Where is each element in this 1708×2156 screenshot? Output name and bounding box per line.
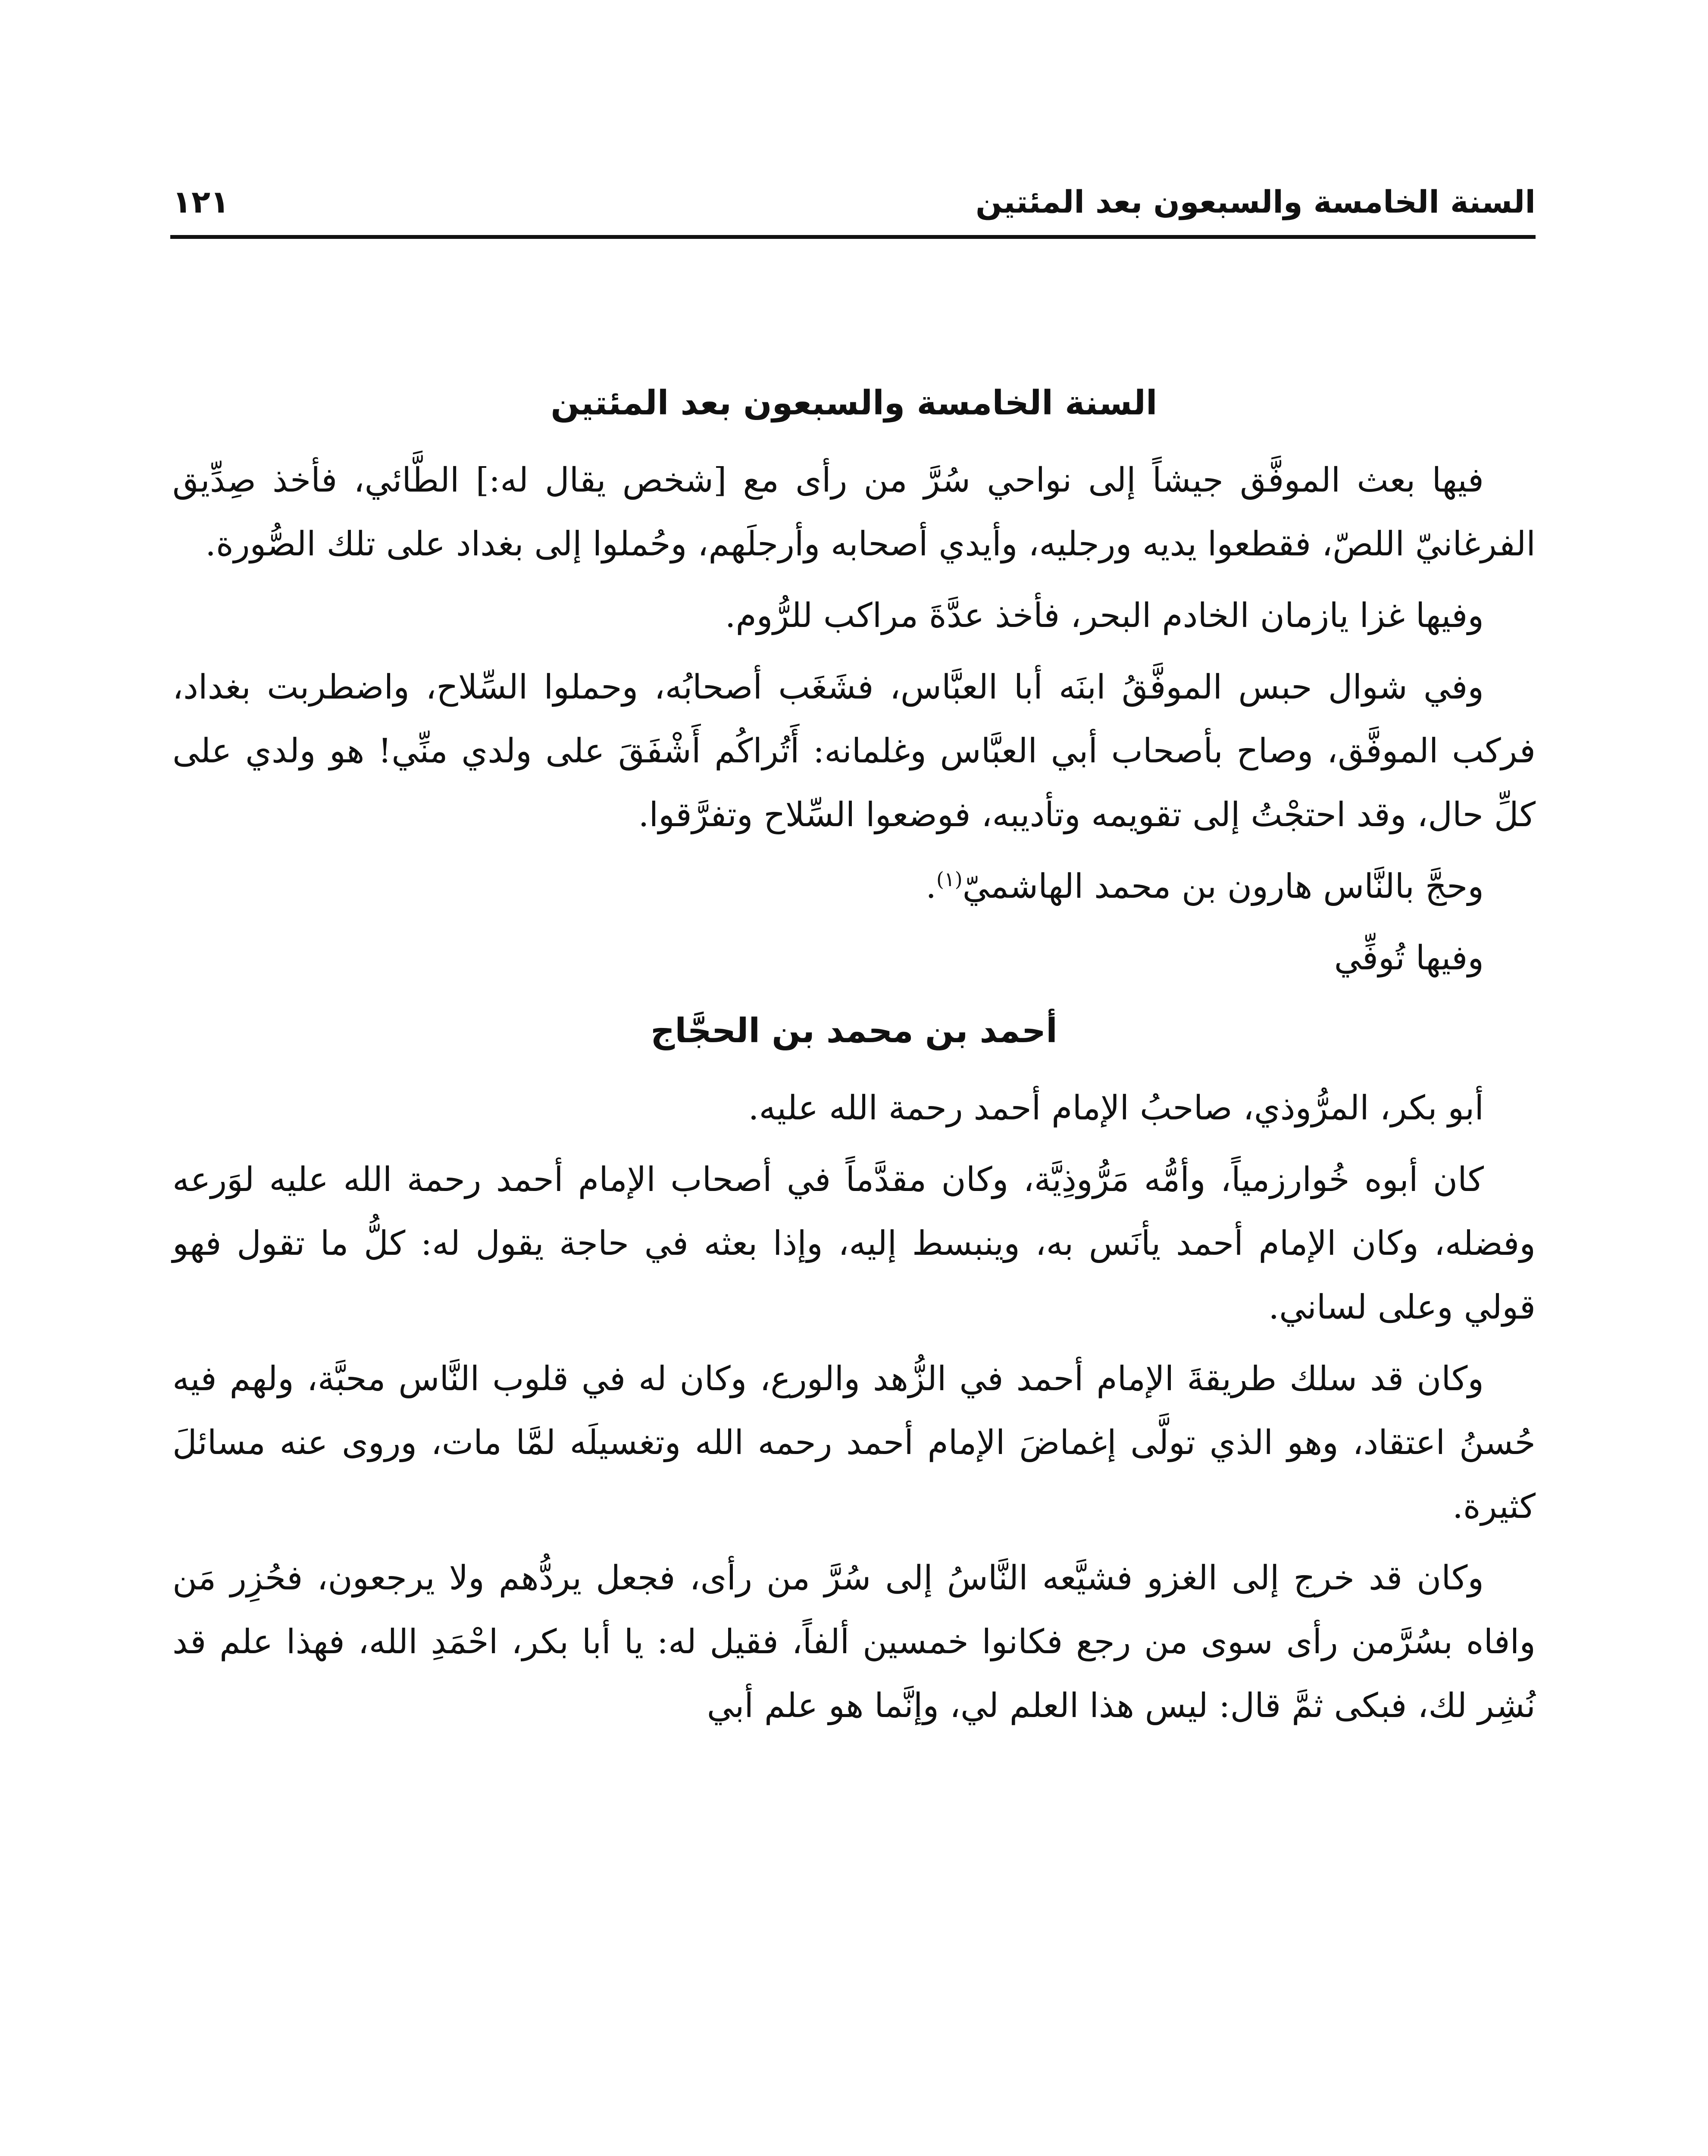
hajj-text: وحجَّ بالنَّاس هارون بن محمد الهاشميّ bbox=[962, 867, 1484, 906]
running-title: السنة الخامسة والسبعون بعد المئتين bbox=[975, 184, 1536, 220]
header-rule bbox=[170, 235, 1536, 239]
deaths-intro: وفيها تُوفِّي bbox=[1334, 939, 1484, 978]
bio-paragraph: كان أبوه خُوارزمياً، وأمُّه مَرُّوذِيَّة، وكان مقدَّماً في أصحاب الإمام أحمد رحمة الله عليه لوَرعه وفضله، وكان الإمام أحمد يأنَس به، وينبسط إليه، وإذا بعثه في حاجة يقول له: كلُّ ما تقول فهو قولي وعلى لساني. bbox=[172, 1160, 1536, 1327]
person-heading: أحمد بن محمد بن الحجَّاج bbox=[651, 1012, 1057, 1050]
bio-paragraph: وكان قد سلك طريقةَ الإمام أحمد في الزُّهد والورع، وكان له في قلوب النَّاس محبَّة، ولهم فيه حُسنُ اعتقاد، وهو الذي تولَّى إغماضَ الإمام أحمد رحمه الله وتغسيلَه لمَّا مات، وروى عنه مسائلَ كثيرة. bbox=[172, 1360, 1536, 1526]
page-number: ١٢١ bbox=[172, 184, 229, 220]
paragraph: فيها بعث الموفَّق جيشاً إلى نواحي سُرَّ من رأى مع [شخص يقال له:] الطَّائي، فأخذ صِدِّيق الفرغانيّ اللصّ، فقطعوا يديه ورجليه، وأيدي أصحابه وأرجلَهم، وحُملوا إلى بغداد على تلك الصُّورة. bbox=[172, 461, 1536, 564]
year-heading: السنة الخامسة والسبعون بعد المئتين bbox=[551, 384, 1157, 423]
hajj-paragraph bbox=[172, 855, 1536, 918]
paragraph: وفي شوال حبس الموفَّقُ ابنَه أبا العبَّاس، فشَغَب أصحابُه، وحملوا السِّلاح، واضطربت بغداد، فركب الموفَّق، وصاح بأصحاب أبي العبَّاس وغلمانه: أَتُراكُم أَشْفَقَ على ولدي منِّي! هو ولدي على كلِّ حال، وقد احتجْتُ إلى تقويمه وتأديبه، فوضعوا السِّلاح وتفرَّقوا. bbox=[172, 668, 1536, 834]
running-header bbox=[172, 155, 1536, 220]
bio-paragraph: وكان قد خرج إلى الغزو فشيَّعه النَّاسُ إلى سُرَّ من رأى، فجعل يردُّهم ولا يرجعون، فحُزِر مَن وافاه بسُرَّمن رأى سوى من رجع فكانوا خمسين ألفاً، فقيل له: يا أبا بكر، احْمَدِ الله، فهذا علم قد نُشِر لك، فبكى ثمَّ قال: ليس هذا العلم لي، وإنَّما هو علم أبي bbox=[172, 1559, 1536, 1725]
footnote-marker: (١) bbox=[936, 868, 963, 891]
paragraph: وفيها غزا يازمان الخادم البحر، فأخذ عدَّةَ مراكب للرُّوم. bbox=[725, 596, 1484, 635]
bio-paragraph: أبو بكر، المرُّوذي، صاحبُ الإمام أحمد رحمة الله عليه. bbox=[748, 1089, 1484, 1128]
hajj-end: . bbox=[926, 867, 937, 906]
page-body bbox=[172, 375, 1536, 1745]
